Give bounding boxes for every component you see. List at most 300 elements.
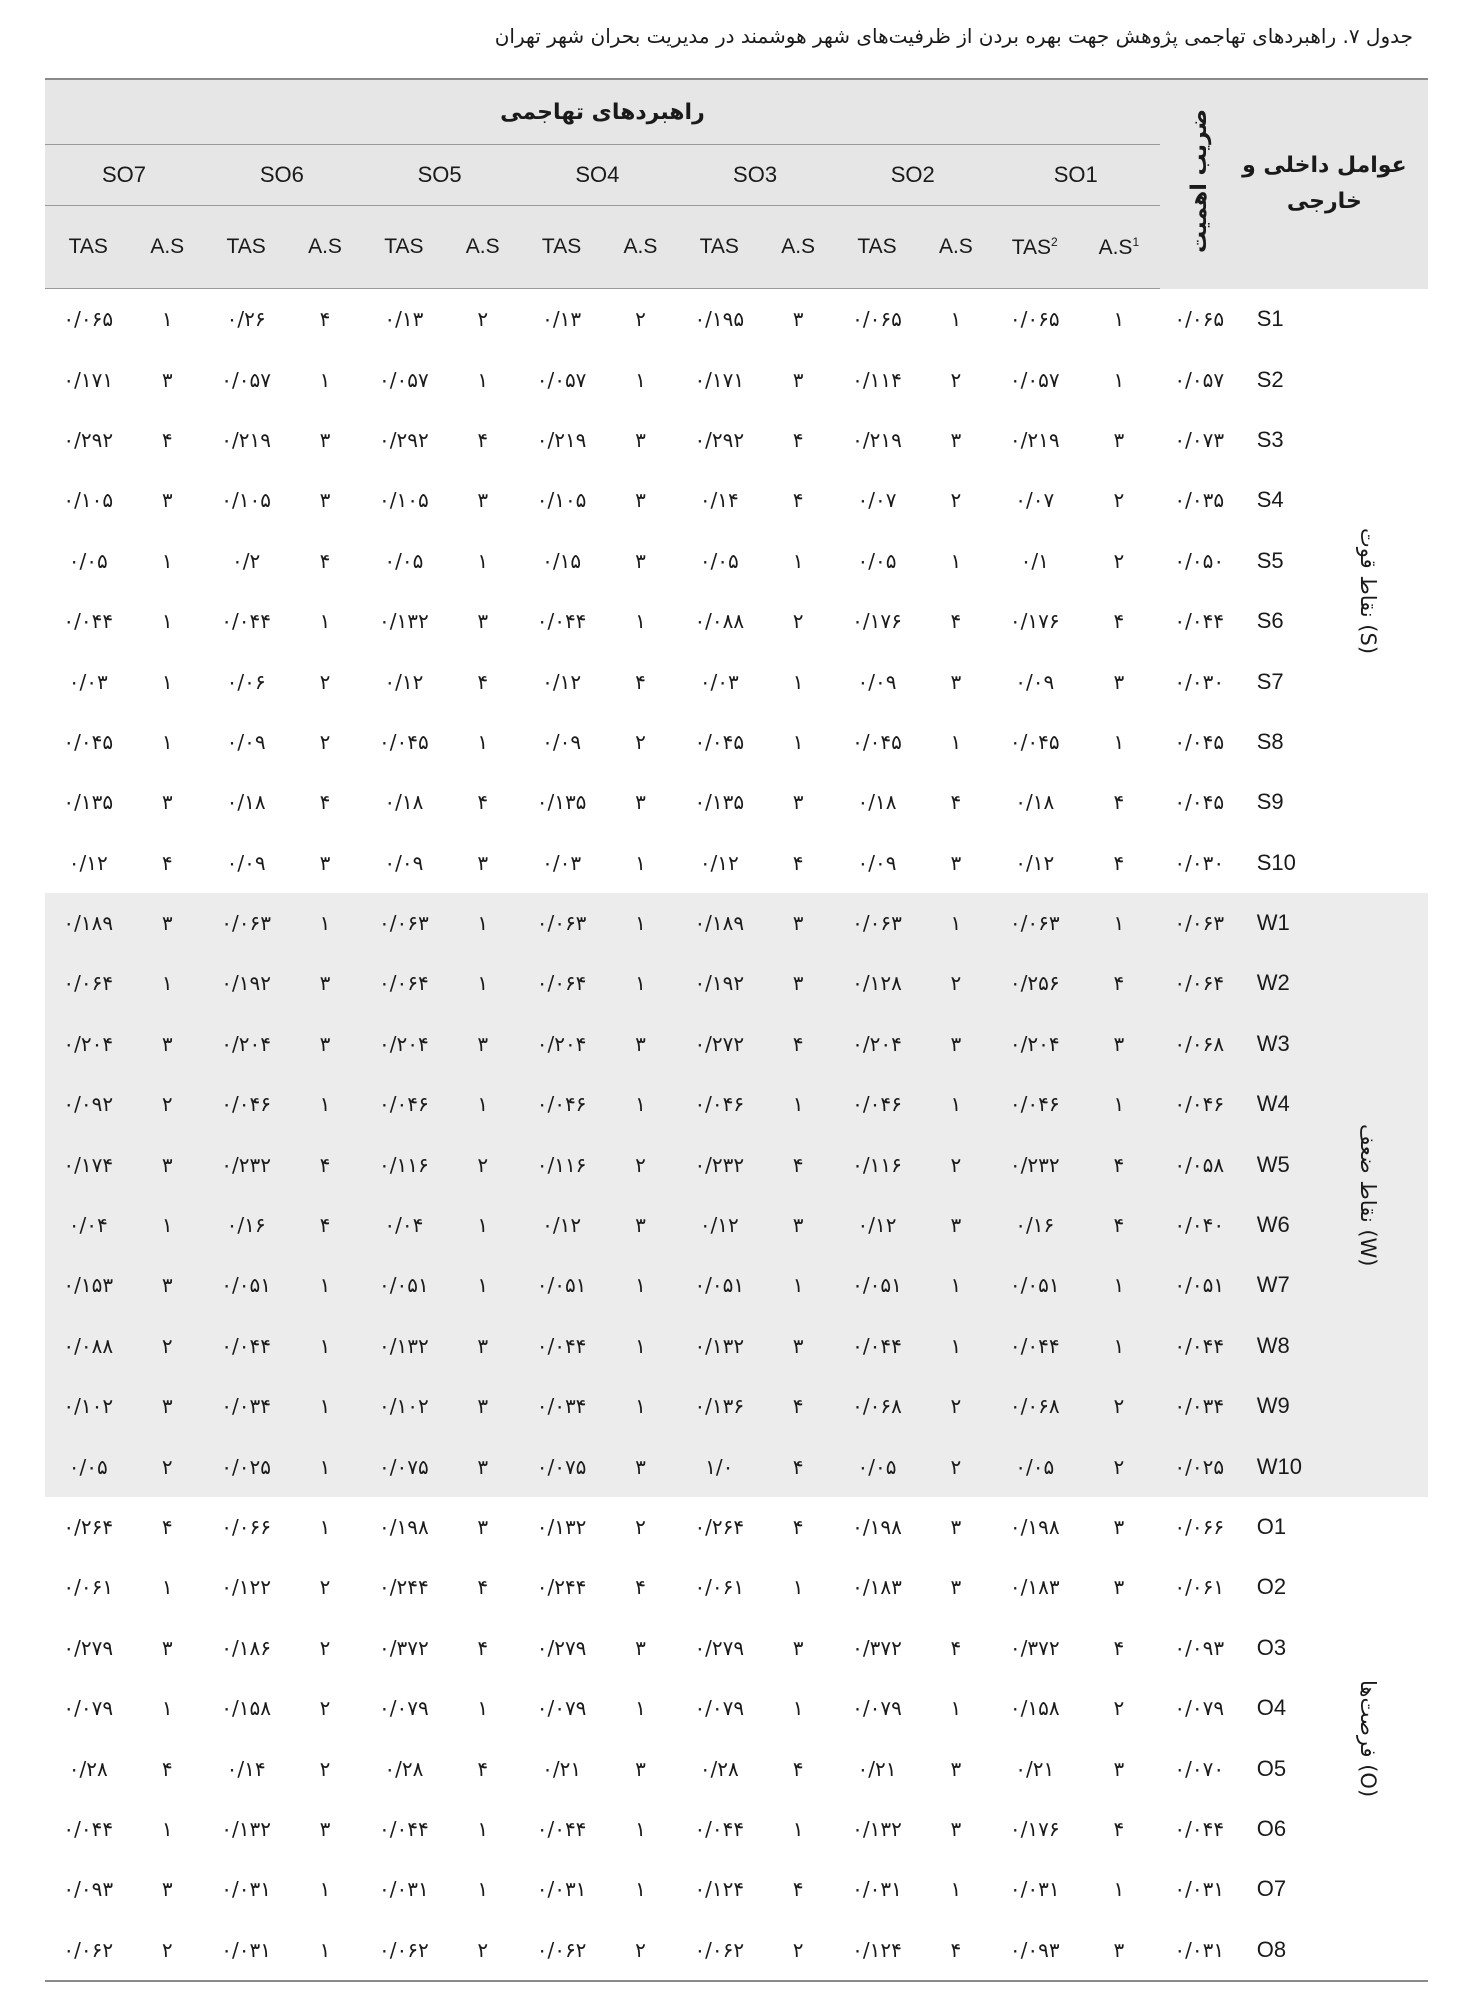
tas-value: ۰/۰۷۹ <box>852 1696 902 1721</box>
factor-id: O3 <box>1256 1634 1287 1660</box>
as-header <box>1078 206 1160 289</box>
tas-value: ۰/۳۷۲ <box>1009 1635 1060 1660</box>
tas-value: ۰/۰۹ <box>226 850 266 875</box>
as-value: ۱ <box>1113 729 1125 754</box>
tas-value: ۰/۲۳۲ <box>676 1134 762 1194</box>
tas-value: ۰/۰۴۵ <box>63 729 114 754</box>
as-value: ۱ <box>792 1696 804 1721</box>
as-value: ۲ <box>920 1376 992 1436</box>
as-value: ۱ <box>792 1575 804 1600</box>
as-header <box>289 206 361 289</box>
tas-value: ۰/۰۴۴ <box>203 1316 289 1376</box>
tas-header <box>834 206 920 289</box>
tas-value: ۰/۱۳۲ <box>852 1816 902 1841</box>
tas-header-label: TAS <box>384 235 424 258</box>
table-row <box>45 289 1428 350</box>
tas-value: ۰/۱۹۲ <box>203 953 289 1013</box>
tas-value: ۰/۱۲ <box>699 850 739 875</box>
tas-value: ۰/۰۴۵ <box>694 729 745 754</box>
group-label: فرصت‌ها (O) <box>1356 1680 1380 1798</box>
tas-value: ۰/۱۳۲ <box>379 609 429 634</box>
tas-value: ۰/۰۵۷ <box>536 367 587 392</box>
as-value: ۳ <box>447 1014 519 1074</box>
as-value: ۲ <box>605 1134 677 1194</box>
tas-value: ۰/۱۳۵ <box>536 790 587 815</box>
tas-value: ۰/۱۰۲ <box>45 1376 132 1436</box>
as-value: ۱ <box>447 893 519 953</box>
as-value: ۴ <box>477 790 489 815</box>
tas-value: ۰/۱۳۵ <box>694 790 745 815</box>
tas-header-label: TAS <box>226 235 266 258</box>
as-value: ۳ <box>161 1635 173 1660</box>
factor-id: S4 <box>1256 487 1284 513</box>
tas-value: ۰/۱۵۸ <box>221 1696 271 1721</box>
tas-value: ۰/۱۷۶ <box>1009 1816 1060 1841</box>
tas-value: ۰/۱۰۵ <box>379 488 429 513</box>
as-value: ۴ <box>950 1635 962 1660</box>
as-header-label: A.S <box>465 235 500 258</box>
tas-value: ۰/۳۷۲ <box>379 1635 429 1660</box>
tas-value: ۰/۱۸ <box>857 790 897 815</box>
as-value: ۱ <box>319 1877 331 1902</box>
tas-value: ۰/۰۹ <box>1015 669 1055 694</box>
table-row <box>45 651 1428 711</box>
weight-value: ۰/۰۶۸ <box>1160 1014 1239 1074</box>
factor-id: O2 <box>1256 1574 1287 1600</box>
tas-value: ۰/۰۶۴ <box>361 953 447 1013</box>
tas-value: ۰/۲۳۲ <box>203 1134 289 1194</box>
as-value: ۳ <box>792 1635 804 1660</box>
as-value: ۱ <box>477 729 489 754</box>
weight-value: ۰/۰۳۴ <box>1160 1376 1239 1436</box>
tas-value: ۰/۰۷۵ <box>361 1436 447 1496</box>
tas-value: ۰/۰۴۴ <box>518 1316 604 1376</box>
as-value: ۲ <box>477 307 489 332</box>
tas-value: ۰/۰۴۴ <box>379 1816 429 1841</box>
weight-value: ۰/۰۶۵ <box>1174 306 1225 331</box>
as-value: ۱ <box>605 1376 677 1436</box>
tas-value: ۰/۲۶۴ <box>63 1515 114 1539</box>
factor-id: W2 <box>1239 953 1428 1013</box>
as-value: ۱ <box>792 669 804 694</box>
as-value: ۱ <box>161 1696 173 1721</box>
tas-value: ۰/۱۲۲ <box>221 1575 271 1600</box>
tas-value: ۰/۱ <box>1020 548 1049 573</box>
table-row <box>45 893 1428 953</box>
as-value: ۴ <box>477 1756 489 1781</box>
weight-value: ۰/۰۶۶ <box>1174 1515 1225 1539</box>
strategy-header-so7: SO7 <box>45 145 203 206</box>
tas-value: ۰/۰۴۴ <box>834 1316 920 1376</box>
as-header <box>920 206 992 289</box>
as-value: ۲ <box>792 609 804 634</box>
tas-header <box>518 206 604 289</box>
table-row <box>45 1920 1428 1981</box>
table-row <box>45 1497 1428 1557</box>
as-value: ۱ <box>1113 307 1125 332</box>
as-value: ۱ <box>920 1255 992 1315</box>
tas-value: ۰/۰۶ <box>226 669 266 694</box>
strategy-header-so1: SO1 <box>992 145 1160 206</box>
tas-value: ۰/۱۳۲ <box>221 1816 271 1841</box>
factor-id: W8 <box>1239 1316 1428 1376</box>
tas-value: ۰/۲۱ <box>857 1756 897 1781</box>
table-row <box>45 1799 1428 1859</box>
as-value: ۱ <box>161 729 173 754</box>
tas-value: ۰/۰۷۵ <box>518 1436 604 1496</box>
as-value: ۴ <box>920 1920 992 1981</box>
factor-id: O8 <box>1239 1920 1428 1981</box>
tas-value: ۰/۰۲۵ <box>203 1436 289 1496</box>
as-value: ۱ <box>447 1255 519 1315</box>
tas-value: ۰/۲۷۲ <box>676 1014 762 1074</box>
as-value: ۱ <box>635 1816 646 1841</box>
tas-value: ۰/۰۴۵ <box>1009 729 1060 754</box>
tas-value: ۰/۱۳ <box>542 307 582 332</box>
group-label: نقاط قوت (S) <box>1356 527 1380 654</box>
tas-value: ۰/۰۹ <box>542 729 582 754</box>
tas-value: ۰/۰۸۸ <box>45 1316 132 1376</box>
as-value: ۳ <box>289 953 361 1013</box>
tas-value: ۰/۱۶ <box>992 1195 1078 1255</box>
as-value: ۱ <box>950 307 962 332</box>
as-value: ۱ <box>950 1877 962 1902</box>
tas-value: ۰/۰۶۸ <box>834 1376 920 1436</box>
tas-value: ۰/۰۴۴ <box>63 609 114 634</box>
as-header-label: A.S <box>623 235 658 258</box>
footnote-marker: 2 <box>1051 234 1058 249</box>
tas-value: ۰/۰۴۴ <box>694 1816 745 1841</box>
tas-value: ۰/۰۴۵ <box>852 729 902 754</box>
tas-value: ۰/۰۸۸ <box>694 609 745 634</box>
as-value: ۴ <box>1113 1635 1125 1660</box>
tas-value: ۰/۱۸۶ <box>221 1635 271 1660</box>
strategy-header-so6: SO6 <box>203 145 361 206</box>
factor-id: O7 <box>1256 1876 1287 1902</box>
tas-value: ۰/۰۵۱ <box>518 1255 604 1315</box>
as-value: ۲ <box>319 669 331 694</box>
as-value: ۳ <box>762 953 834 1013</box>
tas-value: ۰/۲۰۴ <box>203 1014 289 1074</box>
as-value: ۳ <box>635 790 646 815</box>
tas-value: ۰/۰۶۲ <box>361 1920 447 1981</box>
as-value: ۳ <box>477 488 489 513</box>
tas-header-label: TAS <box>68 235 108 258</box>
tas-value: ۰/۰۵۱ <box>992 1255 1078 1315</box>
tas-value: ۰/۱۵۳ <box>45 1255 132 1315</box>
as-value: ۳ <box>132 1376 204 1436</box>
as-value: ۱ <box>605 1074 677 1134</box>
as-value: ۲ <box>920 953 992 1013</box>
tas-value: ۰/۲ <box>232 548 261 573</box>
tas-value: ۰/۰۳۱ <box>379 1877 429 1902</box>
as-value: ۳ <box>132 1134 204 1194</box>
tas-value: ۰/۰۴۶ <box>518 1074 604 1134</box>
tas-value: ۰/۱۲ <box>1015 850 1055 875</box>
as-value: ۱ <box>635 367 646 392</box>
as-value: ۴ <box>762 1134 834 1194</box>
as-value: ۲ <box>920 1436 992 1496</box>
tas-value: ۰/۱۱۴ <box>852 367 902 392</box>
tas-value: ۰/۱۹۸ <box>852 1515 902 1539</box>
tas-value: ۰/۱۹۲ <box>676 953 762 1013</box>
weight-value: ۰/۰۹۳ <box>1174 1635 1225 1660</box>
as-header-label: A.S <box>1098 235 1133 259</box>
factor-id: O5 <box>1256 1755 1287 1781</box>
tas-value: ۰/۰۴۵ <box>379 729 429 754</box>
factor-id: S10 <box>1256 849 1296 875</box>
tas-value: ۰/۰۵ <box>834 1436 920 1496</box>
as-value: ۱ <box>289 1376 361 1436</box>
tas-value: ۰/۰۶۸ <box>992 1376 1078 1436</box>
as-value: ۱ <box>161 669 173 694</box>
as-value: ۳ <box>605 1014 677 1074</box>
as-value: ۱ <box>920 1074 992 1134</box>
as-value: ۴ <box>1078 953 1160 1013</box>
tas-value: ۰/۱۲ <box>542 669 582 694</box>
as-value: ۲ <box>1113 1696 1125 1721</box>
tas-value: ۰/۰۹ <box>857 850 897 875</box>
as-value: ۳ <box>605 1195 677 1255</box>
as-value: ۳ <box>792 790 804 815</box>
factor-id: W7 <box>1239 1255 1428 1315</box>
tas-value: ۰/۰۷ <box>1015 488 1055 513</box>
weight-value: ۰/۰۵۸ <box>1160 1134 1239 1194</box>
tas-value: ۰/۰۹ <box>384 850 424 875</box>
strategy-header-so4: SO4 <box>518 145 676 206</box>
tas-value: ۰/۱۱۶ <box>361 1134 447 1194</box>
as-value: ۳ <box>1078 1014 1160 1074</box>
factor-id: W3 <box>1239 1014 1428 1074</box>
as-value: ۱ <box>289 1920 361 1981</box>
table-row <box>45 1255 1428 1315</box>
table-row <box>45 591 1428 651</box>
weight-value: ۰/۰۲۵ <box>1160 1436 1239 1496</box>
tas-value: ۰/۱۰۲ <box>361 1376 447 1436</box>
as-value: ۳ <box>950 1575 962 1600</box>
as-value: ۱ <box>477 1696 489 1721</box>
as-value: ۳ <box>635 488 646 513</box>
tas-value: ۰/۰۵۷ <box>379 367 429 392</box>
tas-value: ۰/۱۸ <box>226 790 266 815</box>
tas-value: ۰/۲۱ <box>542 1756 582 1781</box>
as-value: ۱ <box>920 893 992 953</box>
tas-value: ۰/۱۲۴ <box>834 1920 920 1981</box>
factor-id: W4 <box>1239 1074 1428 1134</box>
as-value: ۱ <box>319 609 331 634</box>
as-value: ۳ <box>792 367 804 392</box>
tas-value: ۰/۱۲ <box>834 1195 920 1255</box>
weight-value: ۰/۰۶۴ <box>1160 953 1239 1013</box>
tas-value: ۰/۰۷ <box>857 488 897 513</box>
as-value: ۳ <box>132 1255 204 1315</box>
as-value: ۳ <box>132 893 204 953</box>
tas-header <box>676 206 762 289</box>
tas-value: ۰/۱۸ <box>384 790 424 815</box>
tas-header-label: TAS <box>857 235 897 258</box>
tas-value: ۰/۱۲ <box>518 1195 604 1255</box>
as-value: ۱ <box>1113 367 1125 392</box>
tas-value: ۰/۱۴ <box>226 1756 266 1781</box>
tas-header <box>361 206 447 289</box>
as-value: ۳ <box>1113 427 1125 452</box>
factor-header: عوامل داخلی و خارجی <box>1239 79 1428 289</box>
table-row <box>45 349 1428 409</box>
tas-value: ۰/۲۰۴ <box>834 1014 920 1074</box>
as-value: ۲ <box>319 1696 331 1721</box>
as-value: ۲ <box>447 1920 519 1981</box>
tas-value: ۰/۰۹۳ <box>63 1877 114 1902</box>
tas-value: ۰/۰۷۹ <box>379 1696 429 1721</box>
tas-value: ۰/۰۶۳ <box>361 893 447 953</box>
as-value: ۳ <box>132 1014 204 1074</box>
weight-value: ۰/۰۴۰ <box>1160 1195 1239 1255</box>
tas-value: ۰/۰۵ <box>699 548 739 573</box>
factor-id: S8 <box>1256 728 1284 754</box>
as-value: ۱ <box>792 1816 804 1841</box>
tas-value: ۰/۰۳۱ <box>852 1877 902 1902</box>
table-row <box>45 953 1428 1013</box>
as-value: ۳ <box>950 1515 962 1539</box>
as-value: ۳ <box>605 1436 677 1496</box>
tas-value: ۰/۰۳۱ <box>536 1877 587 1902</box>
table-row <box>45 410 1428 470</box>
as-value: ۴ <box>319 548 331 573</box>
as-value: ۳ <box>762 1316 834 1376</box>
as-header-label: A.S <box>938 235 973 258</box>
as-value: ۱ <box>477 367 489 392</box>
as-header-label: A.S <box>308 235 342 258</box>
as-header <box>762 206 834 289</box>
tas-value: ۰/۲۹۲ <box>63 427 114 452</box>
tas-value: ۰/۲۸ <box>68 1756 108 1781</box>
as-value: ۱ <box>477 1877 489 1902</box>
tas-value: ۰/۱۵۸ <box>1009 1696 1060 1721</box>
table-row <box>45 1134 1428 1194</box>
as-value: ۳ <box>1113 1515 1125 1539</box>
as-value: ۱ <box>1078 1255 1160 1315</box>
as-value: ۲ <box>132 1074 204 1134</box>
table-row <box>45 531 1428 591</box>
as-value: ۲ <box>319 1756 331 1781</box>
weight-value: ۰/۰۵۱ <box>1160 1255 1239 1315</box>
tas-value: ۰/۲۹۲ <box>694 427 745 452</box>
as-value: ۳ <box>477 1515 489 1539</box>
as-value: ۱ <box>762 1074 834 1134</box>
as-header-label: A.S <box>781 235 816 258</box>
as-value: ۴ <box>161 1515 173 1539</box>
as-value: ۱ <box>605 1316 677 1376</box>
tas-value: ۰/۱۷۴ <box>45 1134 132 1194</box>
tas-value: ۰/۲۱۹ <box>221 427 271 452</box>
as-value: ۳ <box>477 850 489 875</box>
as-value: ۱ <box>605 893 677 953</box>
factor-id: S1 <box>1256 305 1284 331</box>
as-value: ۱ <box>635 609 646 634</box>
tas-value: ۰/۲۷۹ <box>536 1635 587 1660</box>
as-header <box>132 206 204 289</box>
tas-value: ۰/۰۵ <box>68 548 108 573</box>
as-value: ۱ <box>289 1074 361 1134</box>
table-body <box>45 289 1428 1981</box>
strategy-group-header: راهبردهای تهاجمی <box>45 79 1160 145</box>
tas-value: ۰/۰۳۴ <box>203 1376 289 1436</box>
as-value: ۴ <box>1113 850 1125 875</box>
tas-value: ۰/۰۹ <box>226 729 266 754</box>
as-value: ۳ <box>1113 1575 1125 1600</box>
weight-value: ۰/۰۴۶ <box>1160 1074 1239 1134</box>
footnote-marker: 1 <box>1132 234 1140 249</box>
as-value: ۲ <box>635 729 646 754</box>
as-value: ۳ <box>920 1195 992 1255</box>
table-caption: جدول ۷. راهبردهای تهاجمی پژوهش جهت بهره بردن از ظرفیت‌های شهر هوشمند در مدیریت بحران شهر تهران <box>494 24 1413 48</box>
weight-value: ۰/۰۴۴ <box>1160 1316 1239 1376</box>
tas-value: ۰/۱۲ <box>676 1195 762 1255</box>
as-value: ۱ <box>319 367 331 392</box>
tas-value: ۰/۳۷۲ <box>852 1635 902 1660</box>
tas-value: ۰/۲۸ <box>699 1756 739 1781</box>
tas-value: ۰/۰۶۲ <box>518 1920 604 1981</box>
factor-id: S7 <box>1256 668 1284 694</box>
tas-value: ۰/۰۷۹ <box>536 1696 587 1721</box>
weight-value: ۰/۰۶۱ <box>1174 1575 1225 1600</box>
as-value: ۳ <box>950 1756 962 1781</box>
strategy-header-so3: SO3 <box>676 145 834 206</box>
as-value: ۳ <box>161 488 173 513</box>
as-header-label: A.S <box>150 235 185 258</box>
weight-value: ۰/۰۴۴ <box>1174 1816 1225 1841</box>
as-value: ۱ <box>132 1195 204 1255</box>
as-value: ۳ <box>1113 1756 1125 1781</box>
as-value: ۴ <box>477 427 489 452</box>
tas-value: ۰/۰۶۳ <box>203 893 289 953</box>
tas-value: ۰/۲۰۴ <box>361 1014 447 1074</box>
tas-value: ۰/۰۵۱ <box>834 1255 920 1315</box>
factor-id: S5 <box>1256 547 1284 573</box>
as-value: ۱ <box>161 1816 173 1841</box>
as-value: ۱ <box>319 1515 331 1539</box>
tas-header-label: TAS <box>541 235 582 258</box>
as-value: ۱ <box>1078 893 1160 953</box>
as-value: ۳ <box>792 307 804 332</box>
as-value: ۳ <box>319 850 331 875</box>
as-value: ۱ <box>447 1074 519 1134</box>
tas-header <box>45 206 132 289</box>
tas-value: ۱/۰ <box>676 1436 762 1496</box>
tas-value: ۰/۲۳۲ <box>992 1134 1078 1194</box>
as-value: ۴ <box>792 427 804 452</box>
factor-id: W6 <box>1239 1195 1428 1255</box>
tas-value: ۰/۰۶۵ <box>1009 307 1060 332</box>
as-value: ۳ <box>289 1014 361 1074</box>
as-value: ۳ <box>1113 669 1125 694</box>
tas-value: ۰/۰۳۴ <box>518 1376 604 1436</box>
as-value: ۳ <box>950 1816 962 1841</box>
tas-value: ۰/۰۳۱ <box>203 1920 289 1981</box>
as-value: ۴ <box>792 1877 804 1902</box>
as-value: ۳ <box>950 427 962 452</box>
strategy-header-so5: SO5 <box>361 145 519 206</box>
weight-value: ۰/۰۷۹ <box>1174 1696 1225 1721</box>
tas-value: ۰/۱۸ <box>1015 790 1055 815</box>
tas-value: ۰/۲۱۹ <box>1009 427 1060 452</box>
as-value: ۱ <box>161 307 173 332</box>
as-value: ۲ <box>1113 488 1125 513</box>
tas-value: ۰/۱۰۵ <box>221 488 271 513</box>
tas-value: ۰/۱۸۳ <box>1009 1575 1060 1600</box>
as-value: ۲ <box>1078 1436 1160 1496</box>
as-value: ۱ <box>161 609 173 634</box>
